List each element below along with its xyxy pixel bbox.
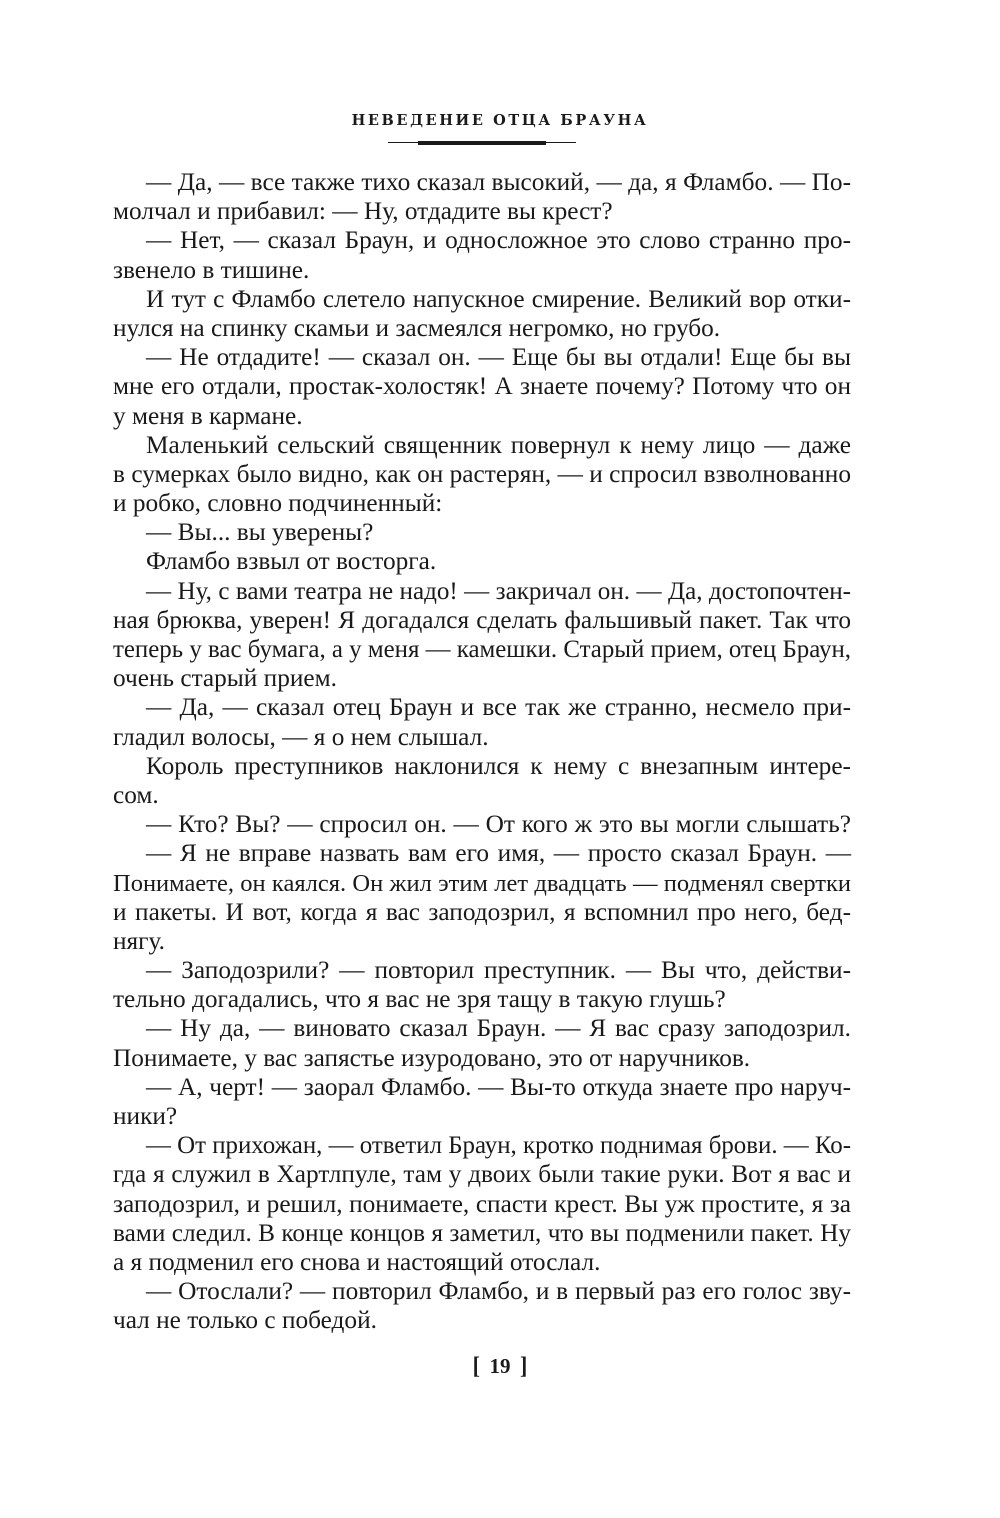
text-line: молчал и прибавил: — Ну, отдадите вы крест? [113, 197, 613, 226]
text-line: — Вы... вы уверены? [146, 518, 374, 547]
text-line: очень старый прием. [113, 664, 337, 693]
running-head: НЕВЕДЕНИЕ ОТЦА БРАУНА [351, 112, 649, 129]
text-line: — Заподозрили? — повторил преступник. — Вы что, действи- [146, 956, 851, 985]
text-line: сом. [113, 780, 159, 809]
page-number-value: 19 [489, 1354, 511, 1378]
text-line: — Ну да, — виновато сказал Браун. — Я вас сразу заподозрил. [146, 1014, 851, 1043]
text-line: — Да, — все также тихо сказал высокий, — да, я Фламбо. — По- [146, 168, 851, 196]
text-line: — Я не вправе назвать вам его имя, — просто сказал Браун. — [146, 839, 851, 868]
text-line: Понимаете, у вас запястье изуродовано, это от наручников. [113, 1043, 751, 1072]
text-line: — Да, — сказал отец Браун и все так же странно, несмело при- [146, 693, 851, 722]
text-line: заподозрил, и решил, понимаете, спасти крест. Вы уж простите, я за [113, 1189, 851, 1218]
text-line: — Нет, — сказал Браун, и односложное это слово странно про- [146, 226, 851, 255]
text-line: И тут с Фламбо слетело напускное смирение. Великий вор отки- [146, 284, 851, 313]
page-number-bracket-open: [ [472, 1351, 480, 1380]
text-line: Фламбо взвыл от восторга. [146, 547, 437, 576]
text-line: у меня в кармане. [113, 401, 303, 430]
text-line: нягу. [113, 926, 165, 955]
body-text [113, 168, 851, 1336]
text-line: — От прихожан, — ответил Браун, кротко поднимая брови. — Ко- [146, 1132, 851, 1160]
text-line: и пакеты. И вот, когда я вас заподозрил, я вспомнил про него, бед- [113, 897, 851, 926]
text-line: ники? [113, 1102, 178, 1130]
text-line: — Отослали? — повторил Фламбо, и в первый раз его голос зву- [146, 1277, 851, 1306]
text-line: гладил волосы, — я о нем слышал. [113, 722, 489, 751]
text-line: вами следил. В конце концов я заметил, что вы подменили пакет. Ну [113, 1218, 851, 1247]
running-head-rule-thick [418, 141, 546, 145]
text-line: — Не отдадите! — сказал он. — Еще бы вы отдали! Еще бы вы [146, 343, 851, 372]
page-number-bracket-close: ] [520, 1351, 528, 1380]
text-line: Понимаете, он каялся. Он жил этим лет двадцать — подменял свертки [113, 869, 851, 897]
text-line: Король преступников наклонился к нему с внезапным интере- [146, 751, 851, 780]
text-line: мне его отдали, простак-холостяк! А знаете почему? Потому что он [113, 372, 851, 401]
text-line: — Ну, с вами театра не надо! — закричал он. — Да, достопочтен- [146, 577, 851, 605]
text-line: а я подменил его снова и настоящий отослал. [113, 1247, 601, 1276]
text-line: теперь у вас бумага, а у меня — камешки. Старый прием, отец Браун, [113, 636, 851, 663]
text-line: — Кто? Вы? — спросил он. — От кого ж это вы могли слышать? [146, 810, 851, 839]
text-line: и робко, словно подчиненный: [113, 489, 443, 518]
text-line: тельно догадались, что я вас не зря тащу в такую глушь? [113, 985, 726, 1014]
text-line: нулся на спинку скамьи и засмеялся негромко, но грубо. [113, 313, 721, 342]
page-number [0, 1353, 1000, 1379]
text-line: гда я служил в Хартлпуле, там у двоих были такие руки. Вот я вас и [113, 1160, 851, 1189]
text-line: чал не только с победой. [113, 1306, 377, 1335]
text-line: звенело в тишине. [113, 255, 310, 284]
text-line: — А, черт! — заорал Фламбо. — Вы-то откуда знаете про наруч- [146, 1072, 851, 1101]
text-line: в сумерках было видно, как он растерян, — и спросил взволнованно [113, 459, 851, 488]
text-line: Маленький сельский священник повернул к нему лицо — даже [146, 430, 851, 459]
text-line: ная брюква, уверен! Я догадался сделать фальшивый пакет. Так что [113, 605, 851, 634]
